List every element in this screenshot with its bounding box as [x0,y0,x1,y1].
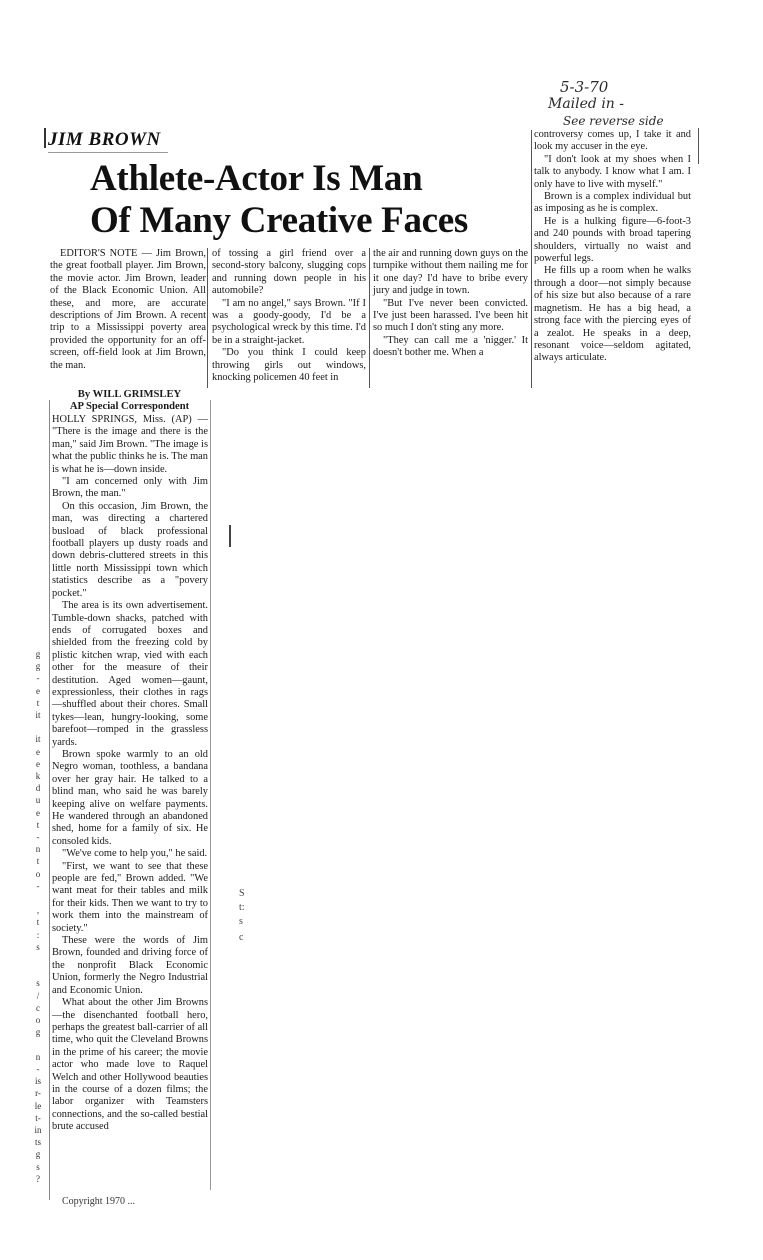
column2-paragraph: of tossing a girl friend over a second-story balcony, slugging cops and running down people in his automobile? [212,248,366,297]
margin-fragment: - [36,1063,40,1074]
margin-fragment: t [36,697,40,708]
margin-fragment: : [36,929,40,940]
margin-fragment: r- [35,1088,41,1099]
column1-paragraph: These were the words of Jim Brown, founded and driving force of the nonprofit Black Economic Union, formerly the Negro Industrial and Economic Union. [52,935,208,996]
margin-fragment: n [35,1051,41,1062]
margin-fragment: - [36,673,40,684]
margin-fragment: / [36,990,40,1001]
margin-fragment: e [36,746,40,757]
byline-name: By WILL GRIMSLEY [77,389,182,400]
editors-note-text: EDITOR'S NOTE — Jim Brown, the great football player. Jim Brown, the movie actor. Jim Brown, leader of the Black Economic Union. All these, and more, are accurate descriptions of Jim Brown. A recent trip to a Mississippi poverty area provided the opportunity for an off-screen, off-field look at Jim Brown, the man. [50,248,206,371]
margin-fragment [31,892,45,904]
column-rule [207,248,208,388]
margin-fragment: k [35,771,41,782]
margin-fragment: o [35,1015,41,1026]
kicker-underline [48,152,168,153]
stray-mark: c [239,932,244,943]
margin-fragment: u [35,795,41,806]
handwritten-note-line2: See reverse side [563,114,664,128]
editors-note [50,248,206,372]
stray-mark: t: [239,902,245,913]
margin-fragment: t [36,856,40,867]
column-rule [531,130,532,388]
margin-fragment: s [36,941,40,952]
column2-paragraph: "I am no angel," says Brown. "If I was a goody-goody, I'd be a psychological wreck by this time. I'd be in a straight-jacket. [212,297,366,346]
stray-mark: s [239,916,243,927]
byline-title: AP Special Correspondent [69,401,190,412]
margin-fragment: c [36,1002,40,1013]
margin-fragment: e [36,807,40,818]
column-2 [212,248,366,384]
margin-fragment: t [36,917,40,928]
stray-rule [698,128,699,164]
margin-fragments [31,648,45,1185]
margin-fragment [31,721,45,733]
column1-paragraph: "I am concerned only with Jim Brown, the man." [52,476,208,500]
margin-fragment: it [35,710,41,721]
stray-mark: S [239,888,245,899]
margin-fragment: it [35,734,41,745]
margin-fragment: d [35,783,41,794]
margin-fragment: s [36,1161,40,1172]
margin-fragment: s [36,978,40,989]
margin-fragment: - [36,832,40,843]
margin-fragment: is [34,1076,41,1087]
column4-paragraph: "I don't look at my shoes when I talk to anybody. I know what I am. I only have to live with myself." [534,153,691,190]
column1-paragraph: What about the other Jim Browns—the disenchanted football hero, perhaps the greatest ball-carrier of all time, who quit the Cleveland Browns in the prime of his career; the movie actor who made love to Raquel Welch and other Hollywood beauties in the course of a dozen films; the labor organizer with Teamsters connections, and the so-called bestial brute accused [52,997,208,1133]
column3-paragraph: the air and running down guys on the turnpike without them nailing me for it one day? I'd have to bribe every jury and judge in town. [373,248,528,297]
margin-fragment: t [36,819,40,830]
margin-fragment: - [36,880,40,891]
column-rule [49,400,50,1200]
column3-paragraph: "They can call me a 'nigger.' It doesn't bother me. When a [373,334,528,359]
headline-line1: Athlete-Actor Is Man [90,158,423,199]
column1-paragraph: The area is its own advertisement. Tumble-down shacks, patched with ends of corrugated boxes and shielded from the freezing cold by plistic kitchen wrap, vied with each other for the measure of their destitution. Aged women—gaunt, expressionless, their clothes in rags—shuffled about their chores. Small tykes—lean, hungry-looking, some barefoot—romped in the grassless yards. [52,600,208,748]
byline [52,389,207,413]
kicker-rule [44,128,46,148]
margin-fragment [31,1039,45,1051]
margin-fragment: le [34,1100,42,1111]
margin-fragment: ? [36,1173,40,1184]
margin-fragment: g [35,661,41,672]
margin-fragment: o [35,868,41,879]
column-1 [52,414,208,1134]
column-rule [210,400,211,1190]
column4-paragraph: Brown is a complex individual but as imposing as he is complex. [534,191,691,215]
column1-paragraph: Brown spoke warmly to an old Negro woman, toothless, a bandana over her gray hair. He talked to a blind man, who said he was barely keeping alive on welfare payments. He wandered through an abandoned shed, home for a family of six. He consoled kids. [52,748,208,847]
stray-rule [229,525,231,547]
column4-paragraph: He is a hulking figure—6-foot-3 and 240 pounds with broad tapering shoulders, virtually no waist and powerful legs. [534,215,691,265]
column-4 [534,129,691,365]
margin-fragment: ts [34,1137,41,1148]
handwritten-date: 5-3-70 [560,78,609,96]
margin-fragment: e [36,758,40,769]
margin-fragment: e [36,685,40,696]
column4-paragraph: controversy comes up, I take it and look my accuser in the eye. [534,129,691,153]
column1-paragraph: HOLLY SPRINGS, Miss. (AP) — "There is the image and there is the man," said Jim Brown. "The image is what the public thinks he is. The man is what he is—down inside. [52,414,208,475]
column3-paragraph: "But I've never been convicted. I've just been harassed. I've been hit so much I don't sting any more. [373,297,528,334]
column1-paragraph: "We've come to help you," he said. [62,848,208,860]
column1-paragraph: On this occasion, Jim Brown, the man, was directing a chartered busload of black professional football players up dusty roads and down debris-cluttered streets in this little north Mississippi town which statistics describe as a "povery pocket." [52,500,208,599]
margin-fragment: in [34,1124,42,1135]
margin-fragment: g [35,649,41,659]
column4-paragraph: He fills up a room when he walks through a door—not simply because of his size but also because of a rare magnetism. He has a big head, a strong face with the piercing eyes of a zealot. He speaks in a deep, resonant voice—seldom agitated, always articulate. [534,265,691,364]
column2-paragraph: "Do you think I could keep throwing girls out windows, knocking policemen 40 feet in [212,347,366,384]
margin-fragment: t- [35,1112,41,1123]
column1-paragraph: "First, we want to see that these people are fed," Brown added. "We want meat for their tables and milk for their kids. Then we want to try to work them into the mainstream of society." [52,860,208,934]
margin-fragment: g [35,1027,41,1038]
margin-fragment: g [35,1149,41,1160]
column-3 [373,248,528,360]
kicker: JIM BROWN [48,129,161,150]
margin-fragment: n [35,844,41,855]
column-rule [369,248,370,388]
handwritten-note-line1: Mailed in - [548,96,625,112]
margin-fragment: , [36,905,40,916]
margin-fragment [31,953,45,965]
copyright: Copyright 1970 ... [62,1196,136,1207]
headline-line2: Of Many Creative Faces [90,200,469,241]
margin-fragment [31,965,45,977]
